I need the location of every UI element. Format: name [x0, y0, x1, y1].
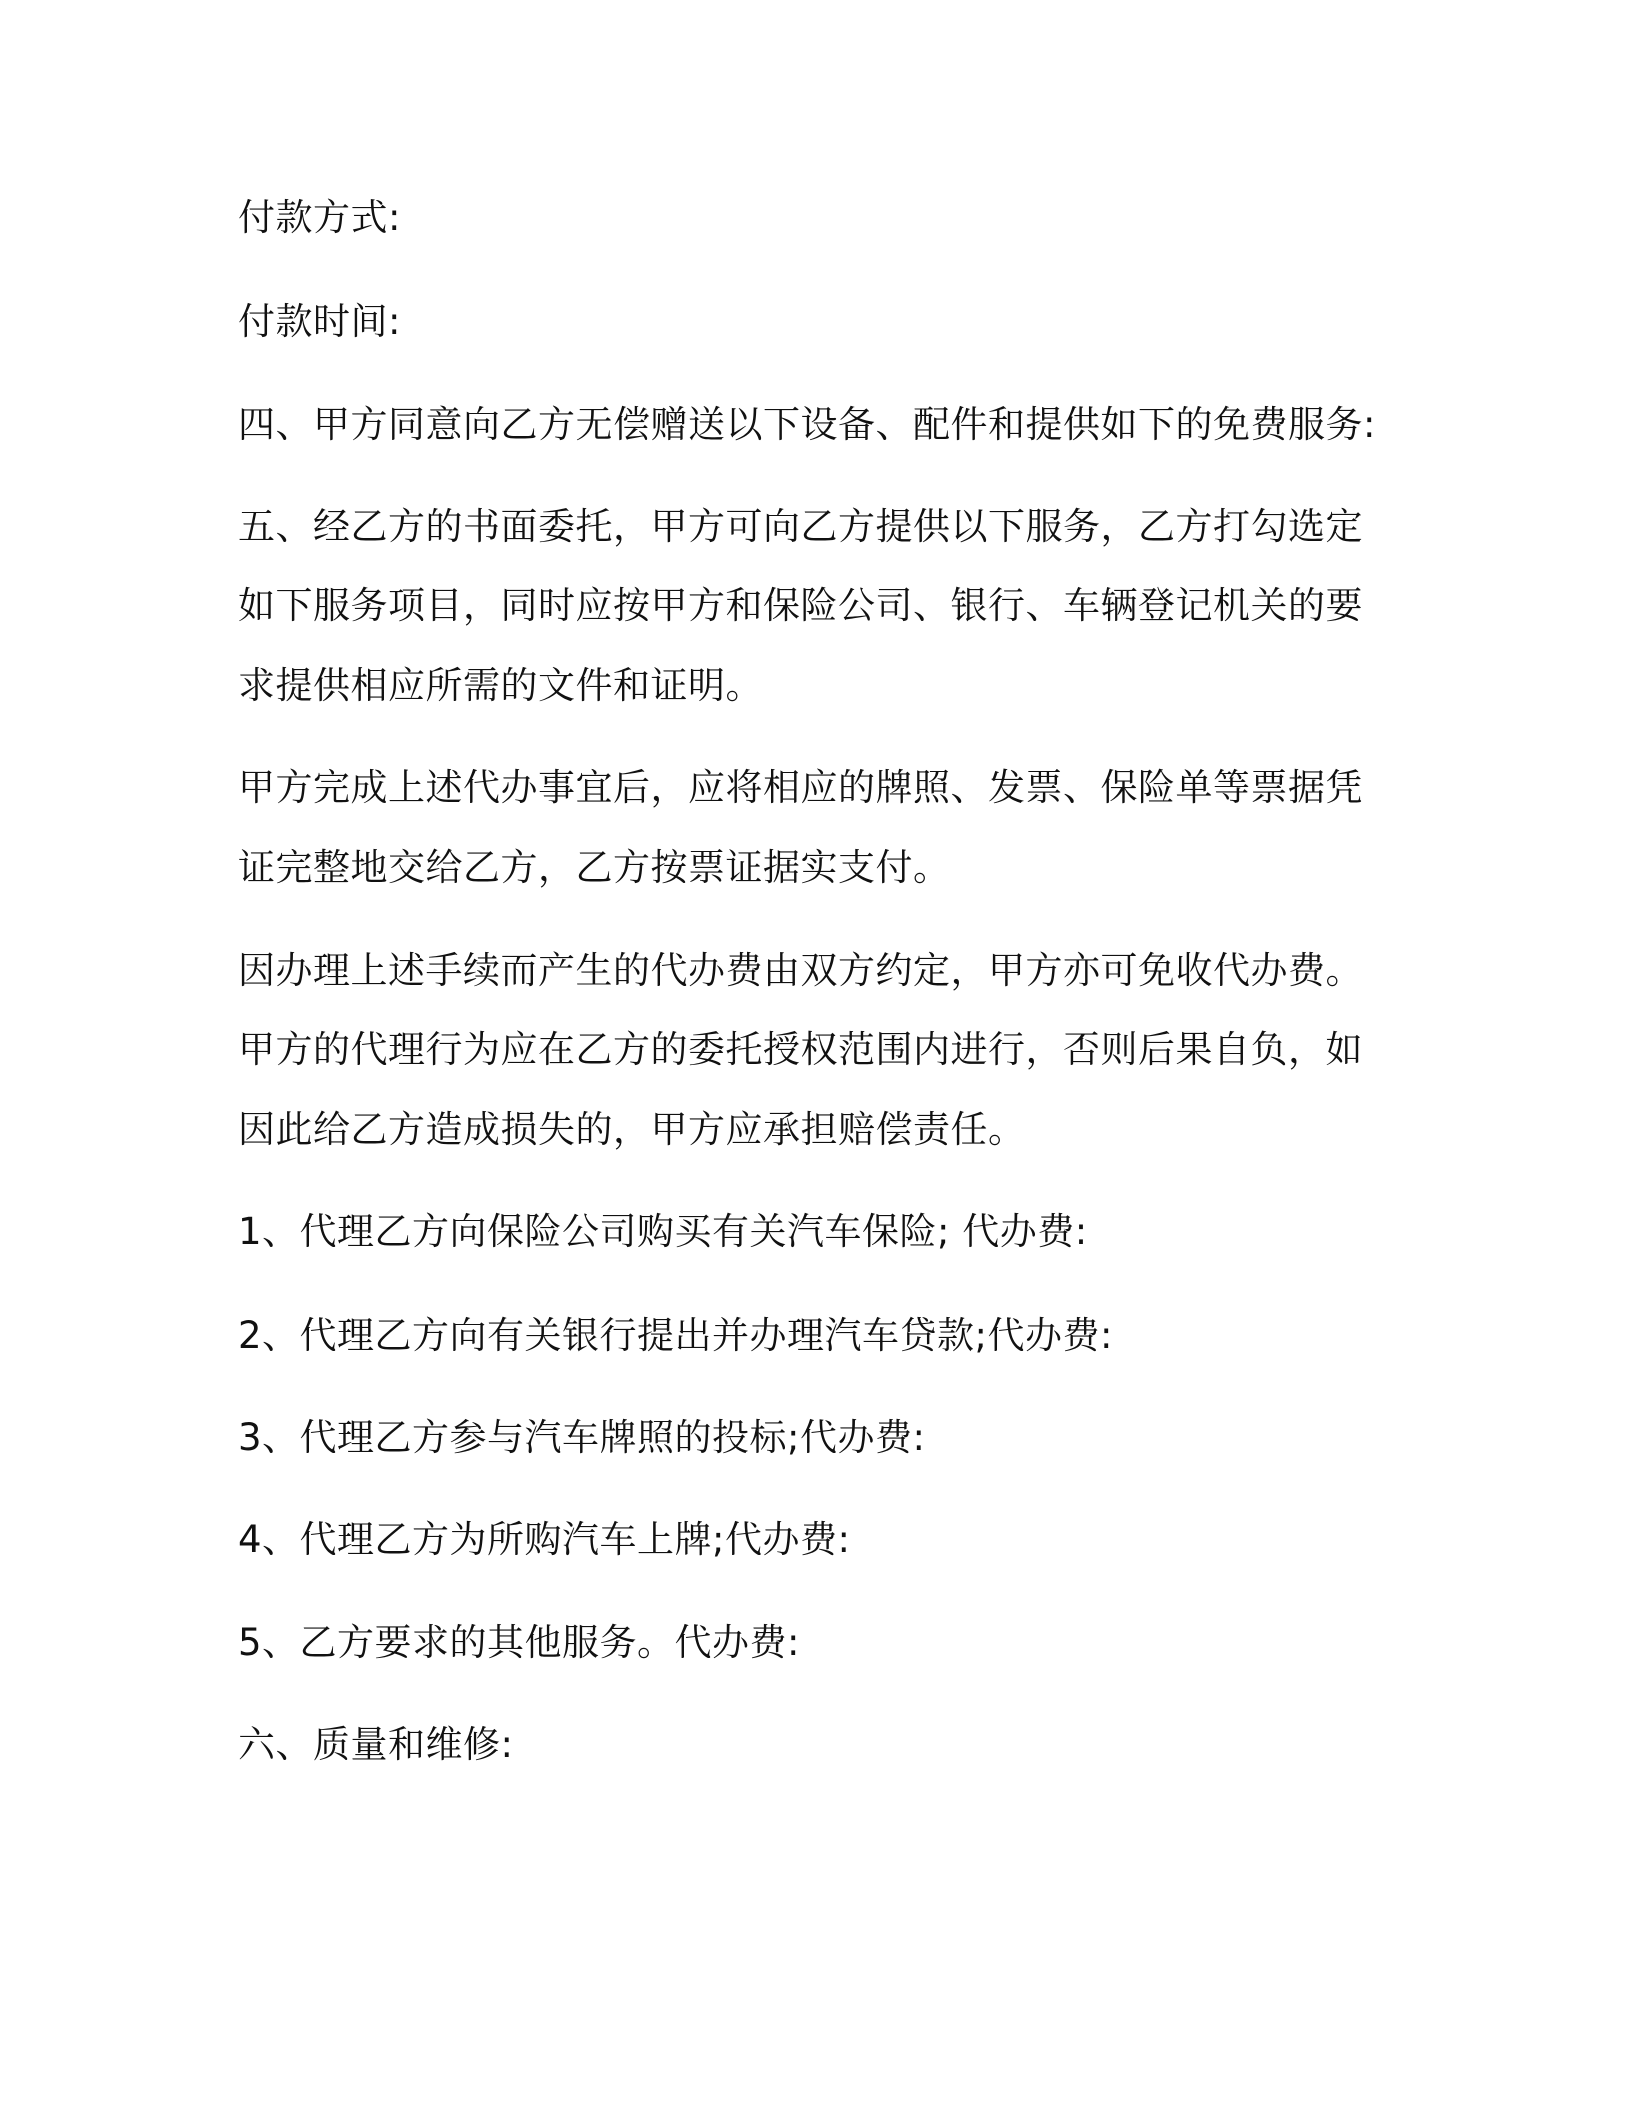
agency-fee-line-2: 甲方的代理行为应在乙方的委托授权范围内进行，否则后果自负，如 [238, 1028, 1363, 1071]
clause-five-line-1: 五、经乙方的书面委托，甲方可向乙方提供以下服务，乙方打勾选定 [238, 505, 1363, 548]
payment-method-line: 付款方式: [238, 196, 401, 239]
service-item-3: 3、代理乙方参与汽车牌照的投标;代办费: [238, 1416, 926, 1459]
service-item-5: 5、乙方要求的其他服务。代办费: [238, 1621, 801, 1664]
clause-six-heading: 六、质量和维修: [238, 1723, 514, 1766]
clause-five-line-2: 如下服务项目，同时应按甲方和保险公司、银行、车辆登记机关的要 [238, 584, 1363, 627]
agency-fee-line-3: 因此给乙方造成损失的，甲方应承担赔偿责任。 [238, 1108, 1026, 1151]
service-item-2: 2、代理乙方向有关银行提出并办理汽车贷款;代办费: [238, 1314, 1113, 1357]
clause-five-line-3: 求提供相应所需的文件和证明。 [238, 664, 763, 707]
service-item-4: 4、代理乙方为所购汽车上牌;代办费: [238, 1518, 851, 1561]
service-item-1: 1、代理乙方向保险公司购买有关汽车保险; 代办费: [238, 1210, 1088, 1253]
clause-four-line: 四、甲方同意向乙方无偿赠送以下设备、配件和提供如下的免费服务: [238, 403, 1376, 446]
payment-time-line: 付款时间: [238, 300, 401, 343]
completion-line-2: 证完整地交给乙方，乙方按票证据实支付。 [238, 846, 951, 889]
agency-fee-line-1: 因办理上述手续而产生的代办费由双方约定，甲方亦可免收代办费。 [238, 949, 1363, 992]
completion-line-1: 甲方完成上述代办事宜后，应将相应的牌照、发票、保险单等票据凭 [238, 766, 1363, 809]
